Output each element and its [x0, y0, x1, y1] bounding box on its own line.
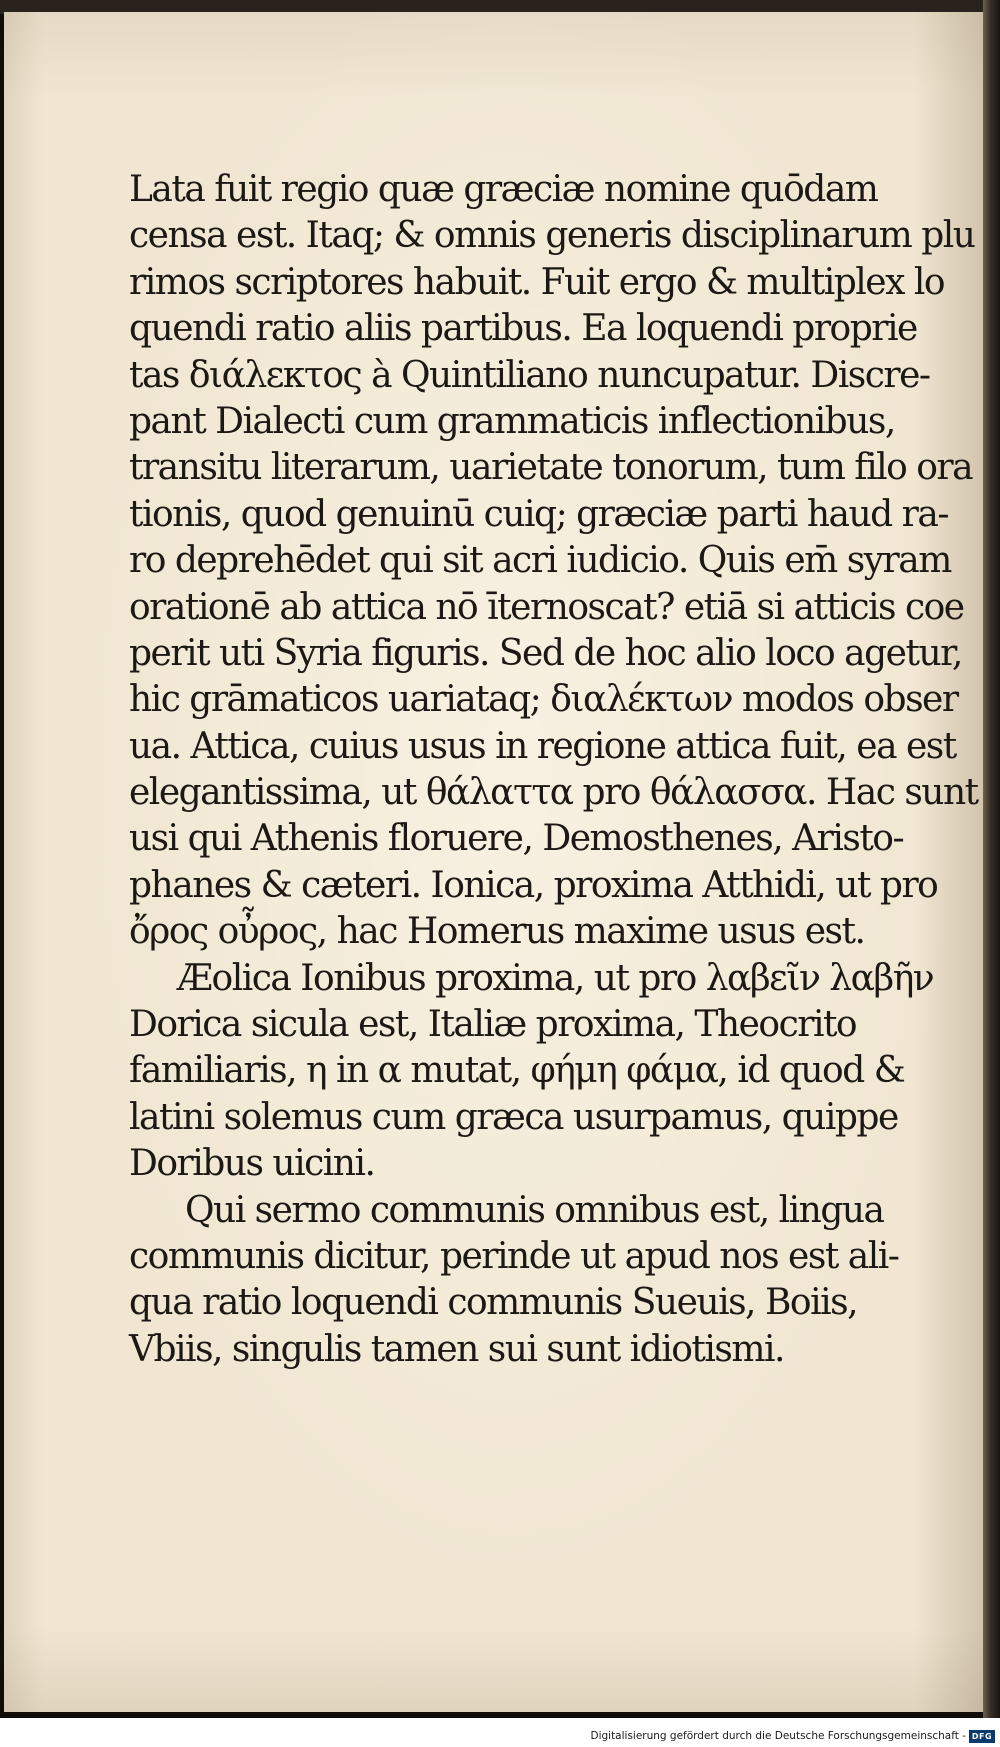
text-line: rimos scriptores habuit. Fuit ergo & multiplex lo — [129, 261, 945, 303]
text-line: ὄρος οὖρος, hac Homerus maxime usus est. — [129, 911, 865, 953]
text-line: Æolica Ionibus proxima, ut pro λαβεῖν λαβῆν — [177, 957, 934, 999]
dfg-logo: DFG — [969, 1730, 995, 1743]
text-line: latini solemus cum græca usurpamus, quippe — [129, 1096, 898, 1138]
book-binding-edge — [983, 0, 1000, 1720]
text-line: Doribus uicini. — [129, 1143, 375, 1185]
text-line: Vbiis, singulis tamen sui sunt idiotismi. — [129, 1328, 784, 1370]
text-line: phanes & cæteri. Ionica, proxima Atthidi, ut pro — [129, 864, 938, 906]
funding-credit: Digitalisierung gefördert durch die Deutsche Forschungsgemeinschaft - — [590, 1730, 966, 1742]
text-line: tas διάλεκτος à Quintiliano nuncupatur. Discre- — [129, 354, 930, 396]
text-line: qua ratio loquendi communis Sueuis, Boiis, — [129, 1282, 858, 1324]
text-line: Qui sermo communis omnibus est, lingua — [185, 1189, 884, 1231]
text-line: quendi ratio aliis partibus. Ea loquendi proprie — [129, 308, 917, 350]
text-line: communis dicitur, perinde ut apud nos est ali- — [129, 1235, 899, 1277]
text-line: transitu literarum, uarietate tonorum, tum filo ora — [129, 447, 973, 489]
paper-page — [4, 12, 983, 1712]
text-line: familiaris, η in α mutat, φήμη φάμα, id quod & — [129, 1050, 905, 1092]
text-line: perit uti Syria figuris. Sed de hoc alio loco agetur, — [129, 632, 962, 674]
text-line: usi qui Athenis floruere, Demosthenes, Aristo- — [129, 818, 904, 860]
text-line: pant Dialecti cum grammaticis inflectionibus, — [129, 400, 895, 442]
text-line: orationē ab attica nō īternoscat? etiā si atticis coe — [129, 586, 964, 628]
text-line: Lata fuit regio quæ græciæ nomine quōdam — [129, 169, 878, 210]
text-line: tionis, quod genuinū cuiq; græciæ parti haud ra- — [129, 493, 948, 535]
text-line: ro deprehēdet qui sit acri iudicio. Quis em̄ syram — [129, 540, 951, 582]
text-line: ua. Attica, cuius usus in regione attica fuit, ea est — [129, 725, 956, 767]
body-text — [129, 167, 978, 1373]
text-line: Dorica sicula est, Italiæ proxima, Theocrito — [129, 1004, 857, 1046]
text-line: censa est. Itaq; & omnis generis disciplinarum plu — [129, 215, 975, 257]
text-line: hic grāmaticos uariataq; διαλέκτων modos obser — [129, 679, 958, 721]
text-line: elegantissima, ut θάλαττα pro θάλασσα. Hac sunt — [129, 772, 978, 814]
